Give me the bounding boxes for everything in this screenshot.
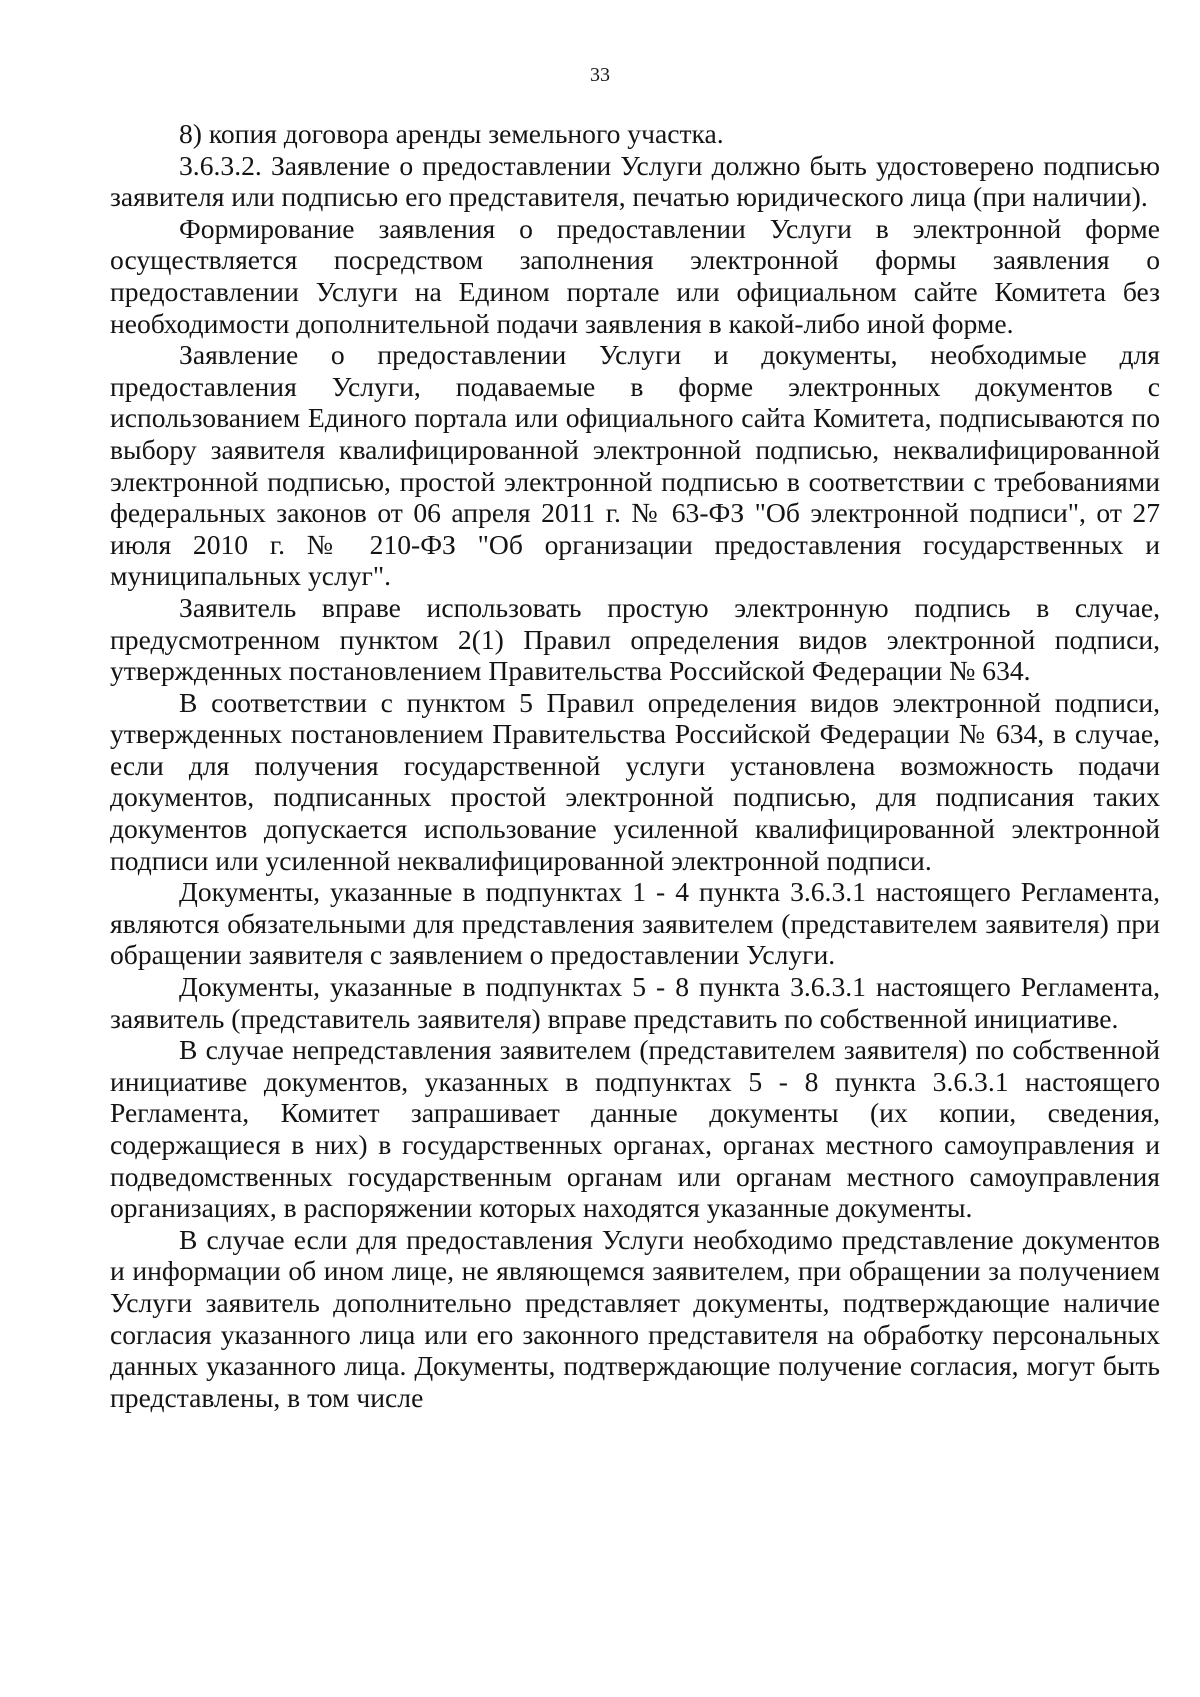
- document-body: [110, 118, 1160, 1413]
- page-number: 33: [590, 64, 610, 86]
- paragraph: Заявление о предоставлении Услуги и документы, необходимые для предоставления Услуги, подаваемые в форме электронных документов с использованием Единого портала или официального сайта Комитета, подписываются по выбору заявителя квалифицированной электронной подписью, неквалифицированной электронной подписью, простой электронной подписью в соответствии с требованиями федеральных законов от 06 апреля 2011 г. № 63-ФЗ "Об электронной подписи", от 27 июля 2010 г. № 210-ФЗ "Об организации предоставления государственных и муниципальных услуг".: [110, 339, 1160, 592]
- paragraph: В случае непредставления заявителем (представителем заявителя) по собственной инициативе документов, указанных в подпунктах 5 - 8 пункта 3.6.3.1 настоящего Регламента, Комитет запрашивает данные документы (их копии, сведения, содержащиеся в них) в государственных органах, органах местного самоуправления и подведомственных государственным органам или органам местного самоуправления организациях, в распоряжении которых находятся указанные документы.: [110, 1034, 1160, 1224]
- paragraph: В соответствии с пунктом 5 Правил определения видов электронной подписи, утвержденных постановлением Правительства Российской Федерации № 634, в случае, если для получения государственной услуги установлена возможность подачи документов, подписанных простой электронной подписью, для подписания таких документов допускается использование усиленной квалифицированной электронной подписи или усиленной неквалифицированной электронной подписи.: [110, 686, 1160, 876]
- paragraph: Заявитель вправе использовать простую электронную подпись в случае, предусмотренном пунктом 2(1) Правил определения видов электронной подписи, утвержденных постановлением Правительства Российской Федерации № 634.: [110, 591, 1160, 687]
- paragraph: 8) копия договора аренды земельного участка.: [179, 118, 724, 149]
- paragraph: 3.6.3.2. Заявление о предоставлении Услуги должно быть удостоверено подписью заявителя или подписью его представителя, печатью юридического лица (при наличии).: [110, 149, 1160, 213]
- paragraph: Формирование заявления о предоставлении Услуги в электронной форме осуществляется посредством заполнения электронной формы заявления о предоставлении Услуги на Едином портале или официальном сайте Комитета без необходимости дополнительной подачи заявления в какой-либо иной форме.: [110, 212, 1160, 339]
- paragraph: Документы, указанные в подпунктах 1 - 4 пункта 3.6.3.1 настоящего Регламента, являются обязательными для представления заявителем (представителем заявителя) при обращении заявителя с заявлением о предоставлении Услуги.: [110, 876, 1160, 971]
- paragraph: Документы, указанные в подпунктах 5 - 8 пункта 3.6.3.1 настоящего Регламента, заявитель (представитель заявителя) вправе представить по собственной инициативе.: [110, 971, 1160, 1034]
- paragraph: В случае если для предоставления Услуги необходимо представление документов и информации об ином лице, не являющемся заявителем, при обращении за получением Услуги заявитель дополнительно представляет документы, подтверждающие наличие согласия указанного лица или его законного представителя на обработку персональных данных указанного лица. Документы, подтверждающие получение согласия, могут быть представлены, в том числе: [110, 1223, 1160, 1413]
